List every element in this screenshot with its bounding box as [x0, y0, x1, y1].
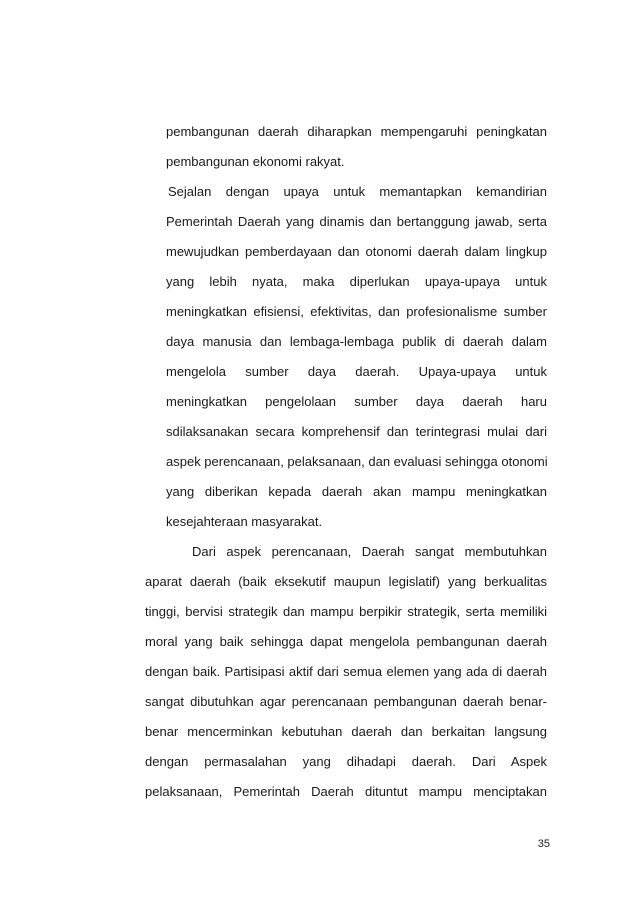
- text-line: Dari aspek perencanaan, Daerah sangat membutuhkan: [192, 544, 547, 559]
- text-line: dengan baik. Partisipasi aktif dari semua elemen yang ada di daerah: [145, 664, 547, 679]
- text-line: pembangunan ekonomi rakyat.: [166, 154, 345, 169]
- text-line: aparat daerah (baik eksekutif maupun legislatif) yang berkualitas: [145, 574, 547, 589]
- text-line: moral yang baik sehingga dapat mengelola pembangunan daerah: [145, 634, 547, 649]
- text-line: dengan permasalahan yang dihadapi daerah. Dari Aspek: [145, 754, 547, 769]
- text-line: benar mencerminkan kebutuhan daerah dan berkaitan langsung: [145, 724, 547, 739]
- text-line: mengelola sumber daya daerah. Upaya-upaya untuk: [166, 364, 547, 379]
- text-line: pembangunan daerah diharapkan mempengaruhi peningkatan: [166, 124, 547, 139]
- text-line: sdilaksanakan secara komprehensif dan terintegrasi mulai dari: [166, 424, 547, 439]
- text-line: Sejalan dengan upaya untuk memantapkan kemandirian: [168, 184, 547, 199]
- text-line: meningkatkan efisiensi, efektivitas, dan profesionalisme sumber: [166, 304, 547, 319]
- text-line: tinggi, bervisi strategik dan mampu berpikir strategik, serta memiliki: [145, 604, 547, 619]
- text-line: mewujudkan pemberdayaan dan otonomi daerah dalam lingkup: [166, 244, 547, 259]
- text-line: meningkatkan pengelolaan sumber daya daerah haru: [166, 394, 547, 409]
- page-number: 35: [537, 838, 550, 850]
- text-line: yang diberikan kepada daerah akan mampu meningkatkan: [166, 484, 547, 499]
- text-line: aspek perencanaan, pelaksanaan, dan evaluasi sehingga otonomi: [166, 454, 548, 469]
- text-line: daya manusia dan lembaga-lembaga publik di daerah dalam: [166, 334, 547, 349]
- text-line: yang lebih nyata, maka diperlukan upaya-upaya untuk: [166, 274, 547, 289]
- text-line: kesejahteraan masyarakat.: [166, 514, 323, 529]
- text-line: Pemerintah Daerah yang dinamis dan bertanggung jawab, serta: [166, 214, 547, 229]
- text-line: pelaksanaan, Pemerintah Daerah dituntut mampu menciptakan: [145, 784, 547, 799]
- text-line: sangat dibutuhkan agar perencanaan pembangunan daerah benar-: [145, 694, 547, 709]
